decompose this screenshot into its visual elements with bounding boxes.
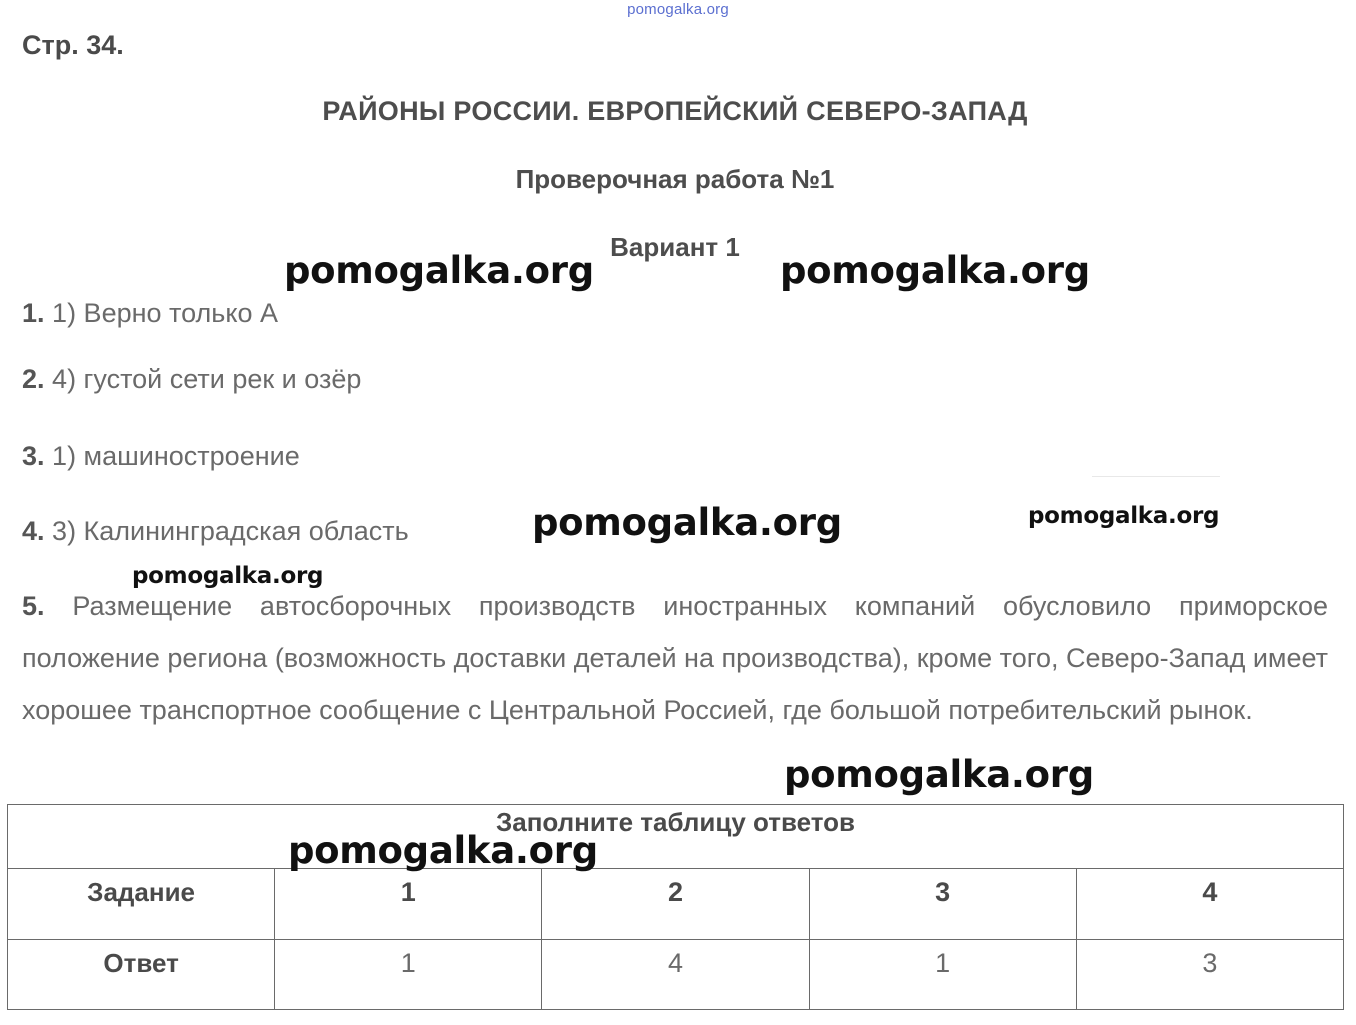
task-number-cell: 1 [275, 869, 542, 939]
answer-text: Размещение автосборочных производств иностранных компаний обусловило приморское положение региона (возможность доставки деталей на производства), кроме того, Северо-Запад имеет хорошее транспортное сообщение с Центральной Россией, где большой потребительский рынок. [22, 591, 1328, 725]
answer-2 [22, 364, 361, 395]
watermark-overlay: pomogalka.org [532, 501, 842, 544]
answer-1 [22, 298, 278, 329]
answer-number: 4. [22, 516, 45, 546]
table-title: Заполните таблицу ответов [8, 805, 1344, 869]
row-label-answer: Ответ [8, 939, 275, 1009]
task-number-cell: 2 [542, 869, 809, 939]
watermark-overlay: pomogalka.org [1028, 503, 1220, 529]
answer-number: 1. [22, 298, 45, 328]
task-number-cell: 4 [1076, 869, 1343, 939]
answer-text: 1) Верно только А [52, 298, 278, 328]
answer-number: 3. [22, 441, 45, 471]
answer-4 [22, 516, 409, 547]
answer-cell: 4 [542, 939, 809, 1009]
answer-number: 2. [22, 364, 45, 394]
page-title: РАЙОНЫ РОССИИ. ЕВРОПЕЙСКИЙ СЕВЕРО-ЗАПАД [322, 96, 1028, 126]
test-subtitle: Проверочная работа №1 [515, 164, 835, 194]
task-number-cell: 3 [809, 869, 1076, 939]
answer-cell: 1 [275, 939, 542, 1009]
answer-cell: 1 [809, 939, 1076, 1009]
faint-divider [1092, 476, 1220, 477]
answer-3 [22, 441, 300, 472]
page-number: Стр. 34. [22, 30, 124, 60]
answer-5 [22, 580, 1328, 736]
watermark-overlay: pomogalka.org [284, 249, 594, 292]
answer-number: 5. [22, 591, 45, 621]
answer-text: 4) густой сети рек и озёр [52, 364, 362, 394]
top-watermark: pomogalka.org [627, 1, 729, 18]
watermark-overlay: pomogalka.org [288, 829, 598, 872]
watermark-overlay: pomogalka.org [780, 249, 1090, 292]
answer-cell: 3 [1076, 939, 1343, 1009]
answer-text: 3) Калининградская область [52, 516, 409, 546]
answer-text: 1) машиностроение [52, 441, 300, 471]
watermark-overlay: pomogalka.org [784, 753, 1094, 796]
row-label-task: Задание [8, 869, 275, 939]
watermark-overlay: pomogalka.org [132, 563, 324, 589]
variant-label: Вариант 1 [610, 232, 740, 262]
answers-table [7, 804, 1344, 1010]
